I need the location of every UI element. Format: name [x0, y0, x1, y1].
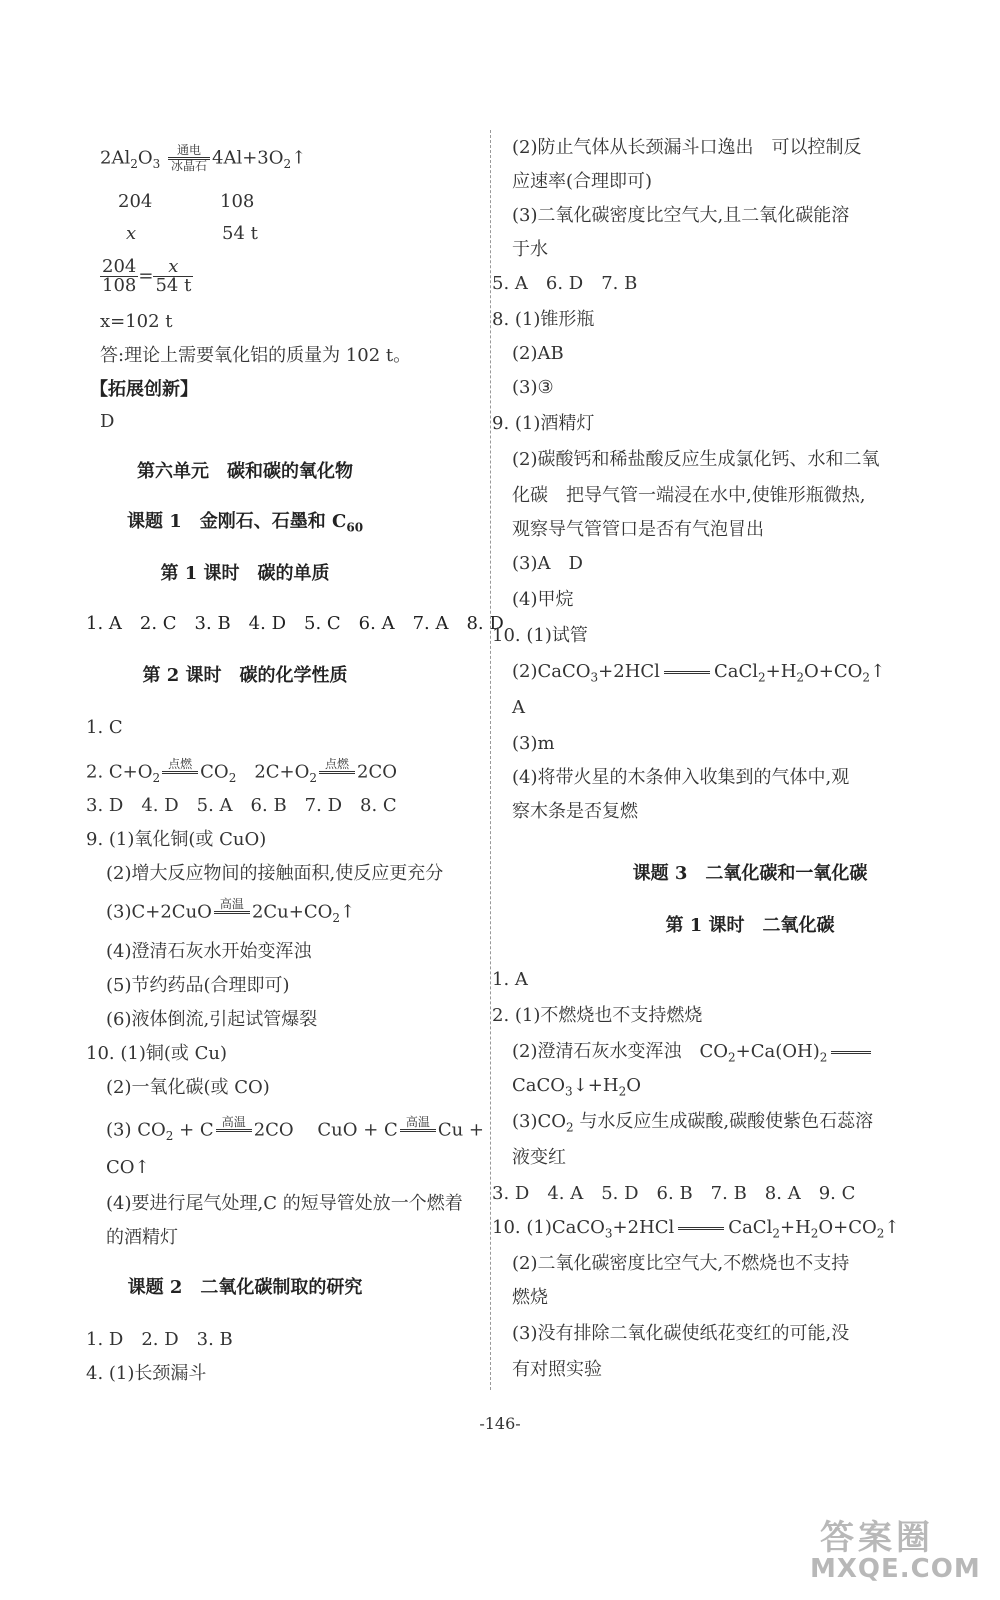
- q1-answer: 1. C: [86, 717, 123, 738]
- q2-equations: 2. $C+O_2$ 点燃 $CO_2$ $2C+O_2$ 点燃 2CO: [86, 757, 398, 786]
- equation-electrolysis: $2Al_2O_3$ 通电 冰晶石 $4Al+3O_2↑$: [100, 143, 307, 173]
- page-number: -146-: [479, 1414, 521, 1433]
- period1-answers: 1. A 2. C 3. B 4. D 5. C 6. A 7. A 8. D: [86, 613, 504, 634]
- s-q2-part2: (2)澄清石灰水变浑浊 $CO_2+Ca(OH)_2$: [512, 1040, 875, 1070]
- watermark-logo: 答案圈 MXQE.COM: [810, 1518, 981, 1584]
- r-q5-7: 5. A 6. D 7. B: [492, 273, 638, 294]
- q9-part3: (3)C+2CuO 高温 $2Cu+CO_2↑$: [106, 897, 356, 926]
- s-q2-part3: $(3)CO_2$ 与水反应生成碳酸,碳酸使紫色石蕊溶: [512, 1111, 874, 1135]
- unit-title: 第六单元 碳和碳的氧化物: [137, 461, 353, 482]
- r-line4: 于水: [512, 239, 548, 260]
- q9-part6: (6)液体倒流,引起试管爆裂: [106, 1009, 318, 1030]
- period1-title: 第 1 课时 碳的单质: [160, 563, 330, 584]
- r-q10-part4: (4)将带火星的木条伸入收集到的气体中,观: [512, 767, 850, 788]
- q10-part4: (4)要进行尾气处理,C 的短导管处放一个燃着: [106, 1193, 463, 1214]
- s-q10-part1: 10. (1)CaCO$_3$+2HCl $CaCl_2+H_2O+CO_2↑$: [492, 1217, 900, 1241]
- lesson2-title: 课题 2 二氧化碳制取的研究: [127, 1277, 363, 1298]
- unknown-x: x: [126, 223, 137, 244]
- answer-statement: 答:理论上需要氧化铝的质量为 102 t。: [100, 345, 412, 366]
- s-q10-part2-cont: 燃烧: [512, 1287, 548, 1308]
- r-q10-part2: (2)CaCO$_3$+2HCl $CaCl_2+H_2O+CO_2↑$: [512, 661, 886, 685]
- r-q9-part2: (2)碳酸钙和稀盐酸反应生成氯化钙、水和二氧: [512, 449, 880, 470]
- r-q8-part3: (3)③: [512, 377, 554, 398]
- lesson3-period1-title: 第 1 课时 二氧化碳: [665, 915, 835, 936]
- fraction-right: $\frac{x}{54 t}$: [155, 256, 192, 296]
- mass-204: 204: [118, 191, 153, 212]
- r-q8-part2: (2)AB: [512, 343, 564, 364]
- q10-part3-cont: CO↑: [106, 1157, 150, 1178]
- mass-108: 108: [220, 191, 255, 212]
- q9-part1: 9. (1)氧化铜(或 CuO): [86, 829, 267, 850]
- r-q10-part3: (3)m: [512, 733, 555, 754]
- r-q9-part2-cont2: 观察导气管管口是否有气泡冒出: [512, 519, 764, 540]
- r-q10-part2-ans: A: [512, 697, 525, 718]
- period2-title: 第 2 课时 碳的化学性质: [142, 665, 348, 686]
- fraction-left: $\frac{204}{108}$: [102, 256, 137, 296]
- q3-8-answers: 3. D 4. D 5. A 6. B 7. D 8. C: [86, 795, 397, 816]
- q10-part3: (3) $CO_2 + C$ 高温 2CO CuO + C 高温 Cu +: [106, 1115, 484, 1144]
- r-line1: (2)防止气体从长颈漏斗口逸出 可以控制反: [512, 137, 862, 158]
- section-heading-extension: 【拓展创新】: [90, 379, 198, 400]
- extension-answer: D: [100, 411, 115, 432]
- lesson2-q1-3: 1. D 2. D 3. B: [86, 1329, 233, 1350]
- q10-part2: (2)一氧化碳(或 CO): [106, 1077, 270, 1098]
- r-q8-part1: 8. (1)锥形瓶: [492, 309, 595, 330]
- lesson2-q4: 4. (1)长颈漏斗: [86, 1363, 207, 1384]
- reaction-condition: 通电 冰晶石: [168, 144, 210, 173]
- s-q2-part3-cont: 液变红: [512, 1147, 566, 1168]
- r-line3: (3)二氧化碳密度比空气大,且二氧化碳能溶: [512, 205, 850, 226]
- column-divider: [490, 130, 491, 1390]
- s-q3-9: 3. D 4. A 5. D 6. B 7. B 8. A 9. C: [492, 1183, 856, 1204]
- s-q2-part1: 2. (1)不燃烧也不支持燃烧: [492, 1005, 703, 1026]
- s-q10-part3-cont: 有对照实验: [512, 1359, 602, 1380]
- q10-part4-cont: 的酒精灯: [106, 1227, 178, 1248]
- s-q2-part2-cont: $CaCO_3↓+H_2O$: [512, 1075, 641, 1099]
- r-q9-part2-cont: 化碳 把导气管一端浸在水中,使锥形瓶微热,: [512, 485, 866, 506]
- r-line2: 应速率(合理即可): [512, 171, 653, 192]
- lesson1-title: 课题 1 金刚石、石墨和 $C_{60}$: [126, 511, 364, 535]
- mass-54t: 54 t: [222, 223, 258, 244]
- r-q9-part4: (4)甲烷: [512, 589, 574, 610]
- x-result: x=102 t: [100, 311, 173, 332]
- s-q1: 1. A: [492, 969, 528, 990]
- r-q10-part1: 10. (1)试管: [492, 625, 588, 646]
- q10-part1: 10. (1)铜(或 Cu): [86, 1043, 227, 1064]
- q9-part4: (4)澄清石灰水开始变浑浊: [106, 941, 312, 962]
- r-q10-part4-cont: 察木条是否复燃: [512, 801, 638, 822]
- r-q9-part3: (3)A D: [512, 553, 583, 574]
- proportion-equation: $\frac{204}{108}$ = $\frac{x}{54 t}$: [102, 256, 192, 296]
- q9-part5: (5)节约药品(合理即可): [106, 975, 290, 996]
- r-q9-part1: 9. (1)酒精灯: [492, 413, 595, 434]
- s-q10-part2: (2)二氧化碳密度比空气大,不燃烧也不支持: [512, 1253, 850, 1274]
- lesson3-title: 课题 3 二氧化碳和一氧化碳: [632, 863, 868, 884]
- s-q10-part3: (3)没有排除二氧化碳使纸花变红的可能,没: [512, 1323, 850, 1344]
- q9-part2: (2)增大反应物间的接触面积,使反应更充分: [106, 863, 444, 884]
